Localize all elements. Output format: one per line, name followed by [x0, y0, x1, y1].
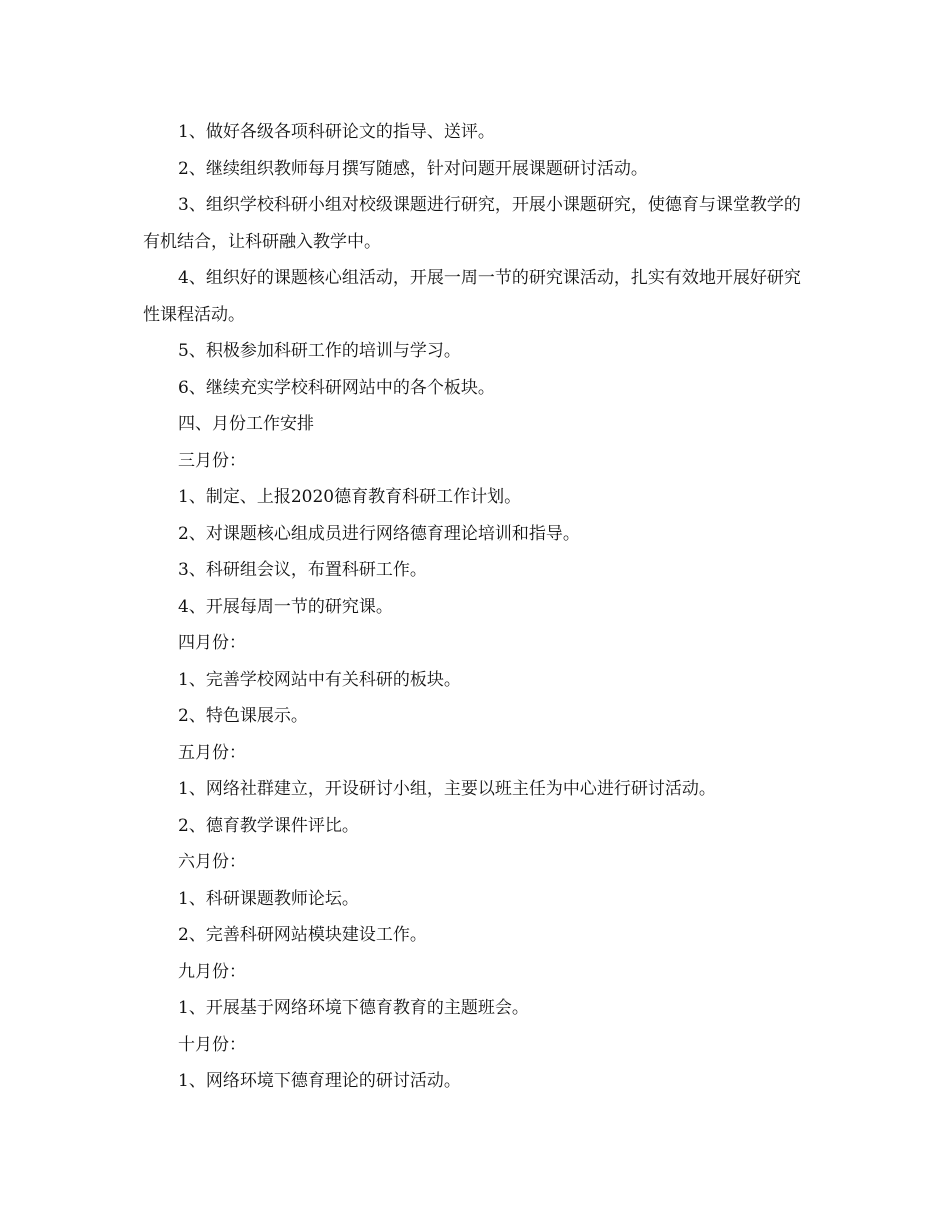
- april-item-2: 2、特色课展示。: [178, 706, 308, 726]
- month-heading-april: 四月份：: [178, 633, 246, 653]
- month-heading-may: 五月份：: [178, 742, 246, 763]
- june-item-2: 2、完善科研网站模块建设工作。: [178, 925, 427, 945]
- document-body: [143, 114, 808, 1100]
- month-heading-september: 九月份：: [178, 961, 246, 982]
- october-item-1: 1、网络环境下德育理论的研讨活动。: [178, 1071, 461, 1091]
- may-item-2: 2、德育教学课件评比。: [178, 815, 359, 836]
- paragraph-6: 6、继续充实学校科研网站中的各个板块。: [178, 377, 495, 398]
- paragraph-4: 4、组织好的课题核心组活动，开展一周一节的研究课活动，扎实有效地开展好研究性课程活动。: [143, 268, 801, 325]
- month-heading-march: 三月份：: [178, 450, 246, 471]
- june-item-1: 1、科研课题教师论坛。: [178, 888, 359, 909]
- april-item-1: 1、完善学校网站中有关科研的板块。: [178, 669, 461, 690]
- march-item-1: 1、制定、上报2020德育教育科研工作计划。: [178, 487, 522, 507]
- march-item-3: 3、科研组会议，布置科研工作。: [178, 560, 427, 580]
- section-heading-monthly-plan: 四、月份工作安排: [178, 414, 314, 434]
- paragraph-3: 3、组织学校科研小组对校级课题进行研究，开展小课题研究，使德育与课堂教学的有机结合，让科研融入教学中。: [143, 195, 801, 252]
- month-heading-october: 十月份：: [178, 1034, 246, 1055]
- september-item-1: 1、开展基于网络环境下德育教育的主题班会。: [178, 998, 529, 1018]
- march-item-2: 2、对课题核心组成员进行网络德育理论培训和指导。: [178, 523, 580, 544]
- paragraph-2: 2、继续组织教师每月撰写随感，针对问题开展课题研讨活动。: [178, 158, 648, 179]
- paragraph-5: 5、积极参加科研工作的培训与学习。: [178, 341, 461, 361]
- month-heading-june: 六月份：: [178, 852, 246, 872]
- paragraph-1: 1、做好各级各项科研论文的指导、送评。: [178, 122, 495, 142]
- march-item-4: 4、开展每周一节的研究课。: [178, 596, 393, 617]
- may-item-1: 1、网络社群建立，开设研讨小组，主要以班主任为中心进行研讨活动。: [178, 779, 716, 799]
